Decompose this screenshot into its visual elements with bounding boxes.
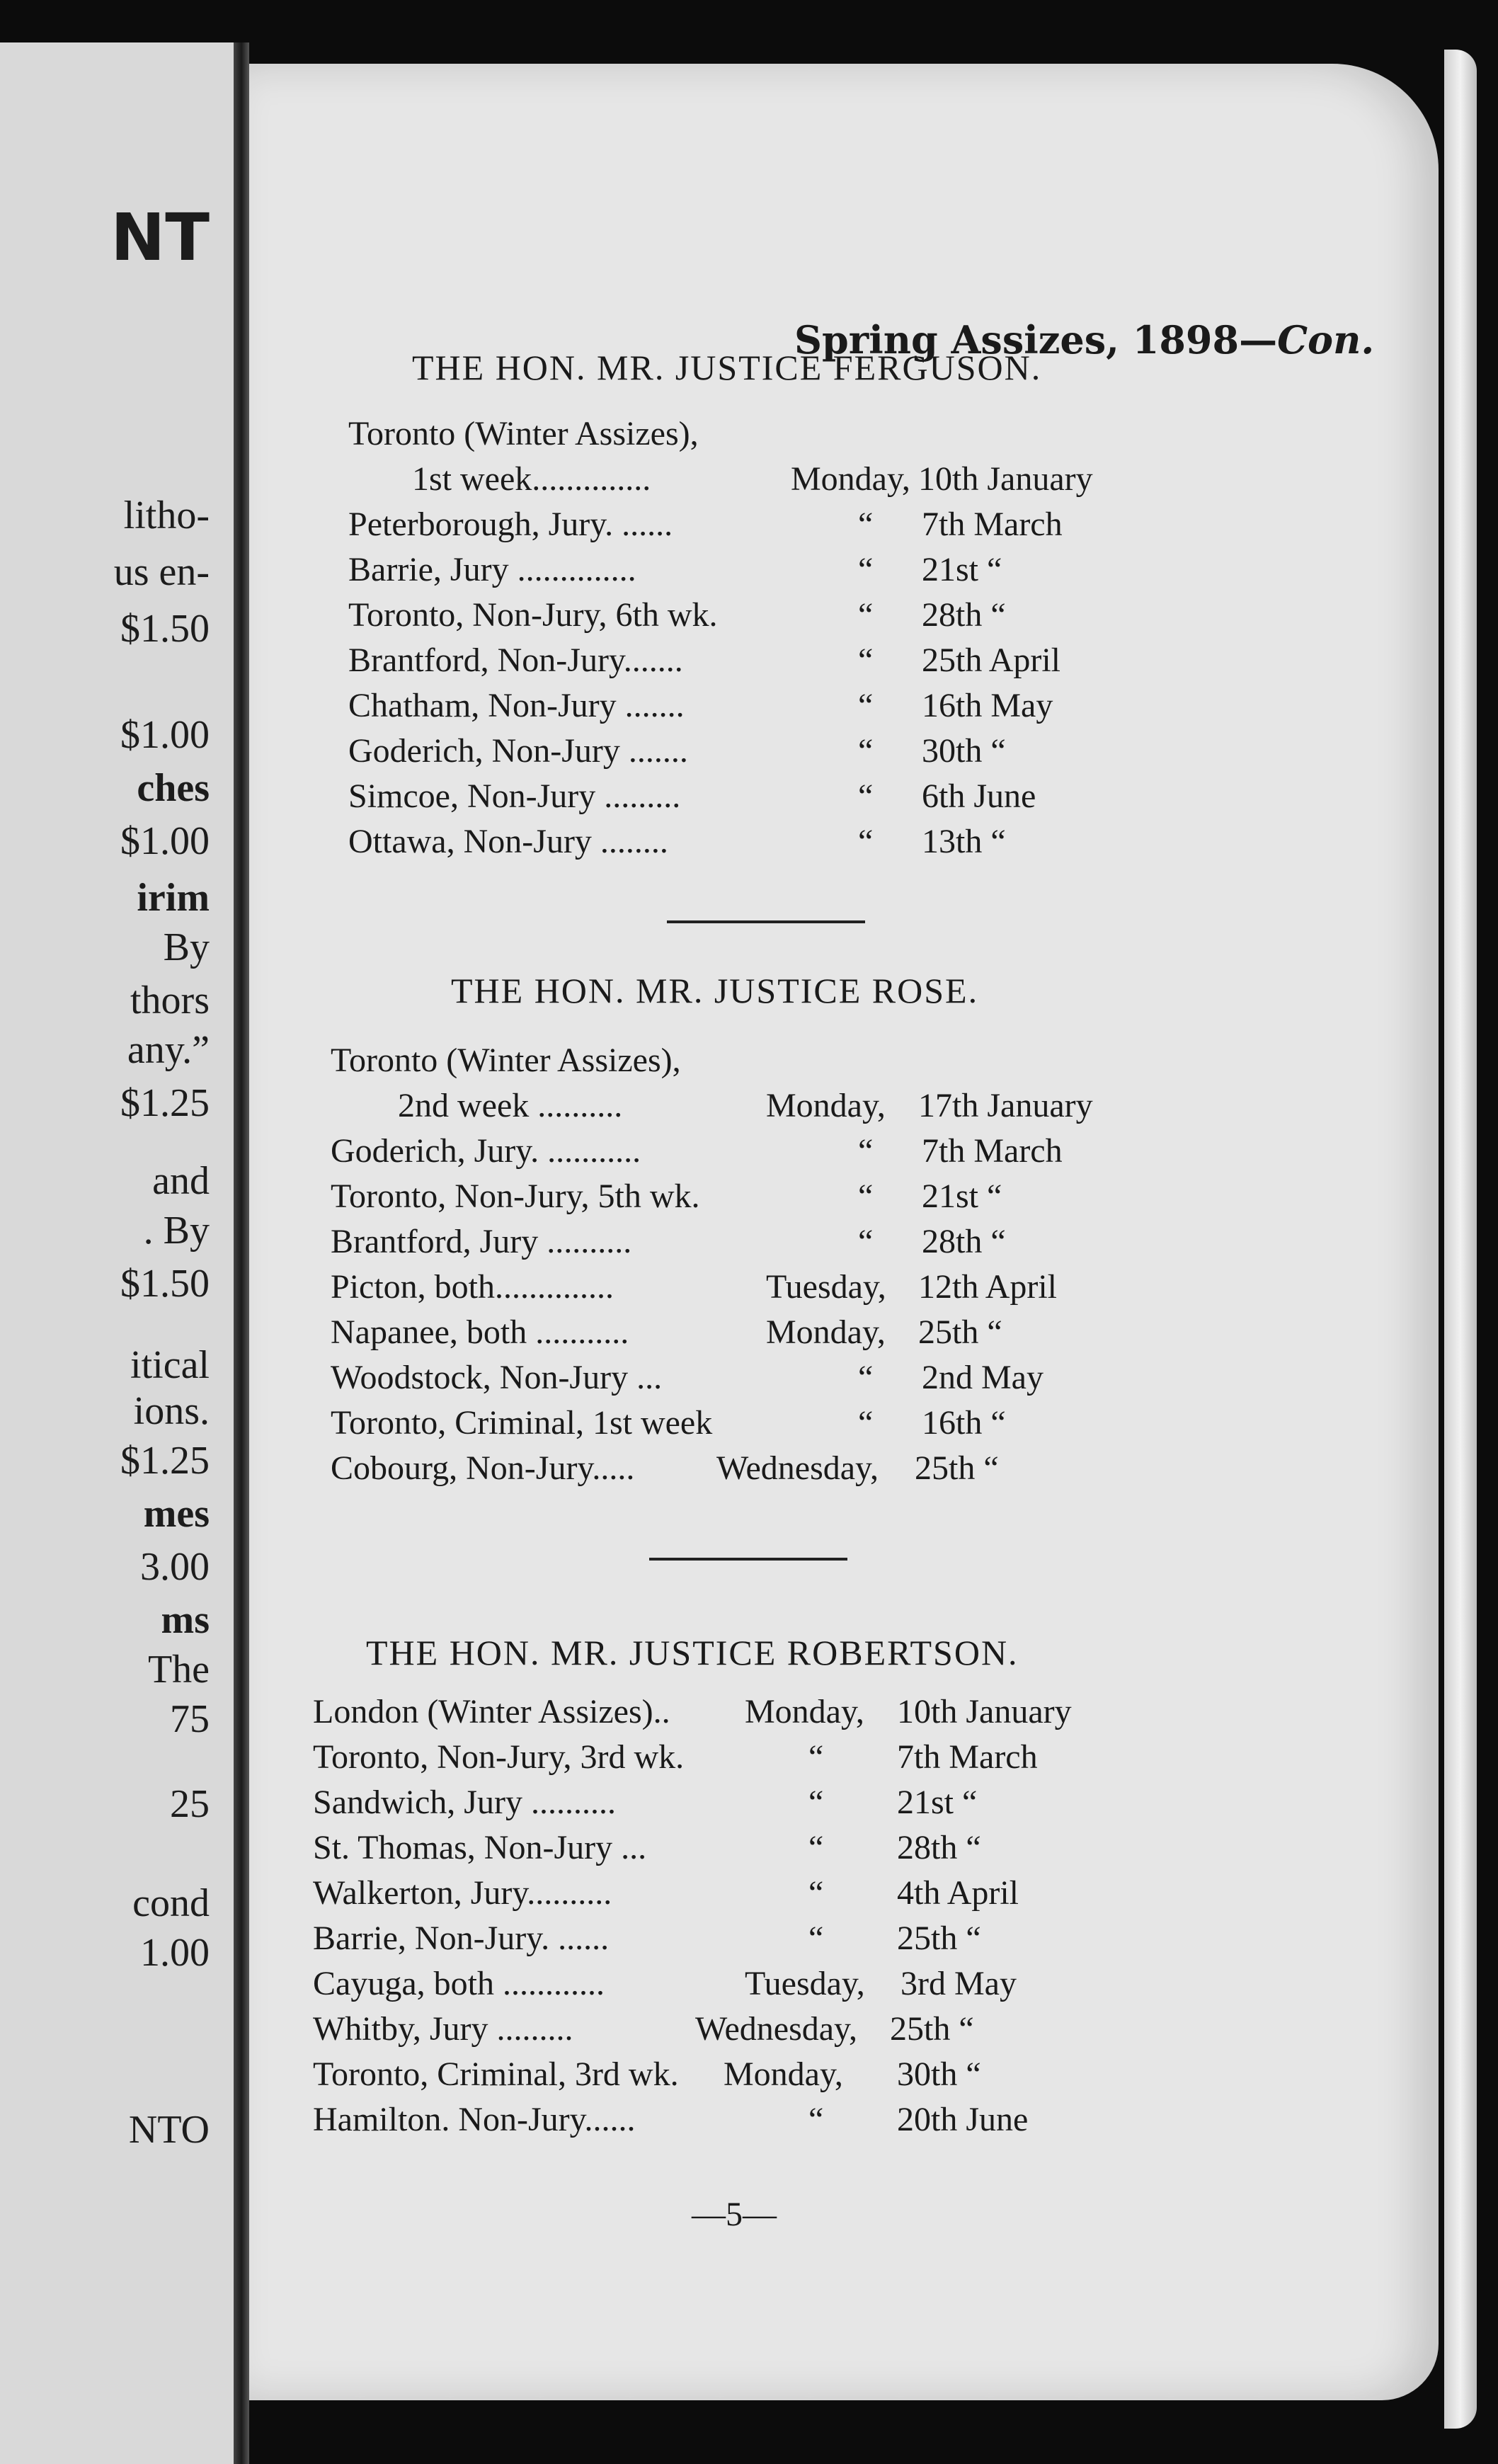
left-page-text-line: 3.00 <box>140 1545 210 1589</box>
row-place: Barrie, Jury .............. <box>348 551 636 588</box>
row-place: Cayuga, both ............ <box>313 1965 605 2002</box>
row-date: 10th January <box>918 460 1093 498</box>
row-date: 16th “ <box>922 1404 1006 1442</box>
left-page-text-line: mes <box>143 1492 210 1536</box>
left-page-text-line: ms <box>161 1598 210 1642</box>
row-place: Picton, both.............. <box>331 1268 614 1306</box>
row-date: 7th March <box>922 506 1063 543</box>
row-day: “ <box>858 641 874 679</box>
left-page-text-line: thors <box>130 979 210 1022</box>
row-place: Ottawa, Non-Jury ........ <box>348 823 668 860</box>
row-place: Toronto, Non-Jury, 5th wk. <box>331 1177 700 1215</box>
left-page-text-line: 75 <box>170 1697 210 1741</box>
row-place: Cobourg, Non-Jury..... <box>331 1449 635 1487</box>
left-page-text-line: and <box>152 1159 210 1203</box>
row-date: 16th May <box>922 687 1053 724</box>
section-divider <box>649 1558 847 1561</box>
row-day: “ <box>808 1874 824 1912</box>
left-page-text-line: irim <box>137 876 210 920</box>
row-day: Monday, <box>766 1087 886 1124</box>
row-day: “ <box>858 1177 874 1215</box>
left-page-text-line: . By <box>143 1209 210 1253</box>
left-page-text-line: NT <box>110 200 210 275</box>
row-place: Chatham, Non-Jury ....... <box>348 687 685 724</box>
left-page-text-line: $1.00 <box>120 713 210 757</box>
row-place: Toronto, Non-Jury, 3rd wk. <box>313 1738 685 1776</box>
left-page-text-line: litho- <box>123 494 210 537</box>
row-day: Monday, <box>766 1313 886 1351</box>
row-date: 2nd May <box>922 1359 1044 1396</box>
row-place: Simcoe, Non-Jury ......... <box>348 777 681 815</box>
row-day: Monday, <box>724 2055 843 2093</box>
row-place: Toronto (Winter Assizes), <box>348 415 699 452</box>
left-page-text-line: $1.00 <box>120 819 210 863</box>
row-place: Toronto, Criminal, 1st week <box>331 1404 713 1442</box>
row-date: 6th June <box>922 777 1036 815</box>
row-date: 17th January <box>918 1087 1093 1124</box>
row-date: 3rd May <box>900 1965 1017 2002</box>
left-page-text-line: NTO <box>128 2108 210 2152</box>
left-page-text-line: $1.50 <box>120 607 210 651</box>
section-divider <box>667 920 865 923</box>
row-place: Whitby, Jury ......... <box>313 2010 573 2048</box>
row-place: Sandwich, Jury .......... <box>313 1784 616 1821</box>
left-page-text-line: $1.50 <box>120 1262 210 1306</box>
row-day: “ <box>858 687 874 724</box>
row-date: 21st “ <box>922 1177 1002 1215</box>
row-place: Toronto, Criminal, 3rd wk. <box>313 2055 679 2093</box>
row-date: 30th “ <box>922 732 1006 770</box>
left-page-text-line: itical <box>130 1343 210 1387</box>
row-place: 1st week.............. <box>412 460 651 498</box>
row-day: “ <box>808 1738 824 1776</box>
row-place: London (Winter Assizes).. <box>313 1693 670 1730</box>
row-day: “ <box>858 596 874 634</box>
left-page-text-line: The <box>147 1648 210 1692</box>
page-edge <box>1444 50 1477 2429</box>
row-day: Monday, <box>791 460 910 498</box>
row-date: 25th April <box>922 641 1061 679</box>
row-day: “ <box>808 1920 824 1957</box>
row-place: Napanee, both ........... <box>331 1313 629 1351</box>
row-date: 12th April <box>918 1268 1058 1306</box>
row-day: “ <box>858 1359 874 1396</box>
row-day: “ <box>858 1223 874 1260</box>
left-page-text-line: ions. <box>133 1389 210 1433</box>
row-date: 7th March <box>897 1738 1038 1776</box>
row-day: Tuesday, <box>766 1268 886 1306</box>
row-day: “ <box>808 1829 824 1866</box>
row-place: Toronto, Non-Jury, 6th wk. <box>348 596 718 634</box>
left-page-text-line: $1.25 <box>120 1439 210 1483</box>
left-page-text-line: cond <box>132 1881 210 1925</box>
row-day: “ <box>808 1784 824 1821</box>
row-date: 21st “ <box>897 1784 978 1821</box>
row-place: Hamilton. Non-Jury...... <box>313 2101 636 2138</box>
row-day: “ <box>808 2101 824 2138</box>
left-page-text-line: $1.25 <box>120 1081 210 1125</box>
row-date: 7th March <box>922 1132 1063 1170</box>
row-day: Monday, <box>745 1693 864 1730</box>
row-day: “ <box>858 551 874 588</box>
row-place: Toronto (Winter Assizes), <box>331 1042 681 1079</box>
row-date: 13th “ <box>922 823 1006 860</box>
row-date: 4th April <box>897 1874 1019 1912</box>
left-page-text-line: 1.00 <box>140 1931 210 1975</box>
section-title: THE HON. MR. JUSTICE ROBERTSON. <box>366 1633 1019 1672</box>
row-day: “ <box>858 732 874 770</box>
row-place: St. Thomas, Non-Jury ... <box>313 1829 647 1866</box>
row-place: Brantford, Non-Jury....... <box>348 641 683 679</box>
row-date: 28th “ <box>922 1223 1006 1260</box>
row-date: 28th “ <box>922 596 1006 634</box>
left-page-text-line: 25 <box>170 1782 210 1826</box>
row-place: Walkerton, Jury.......... <box>313 1874 612 1912</box>
row-date: 10th January <box>897 1693 1072 1730</box>
right-page <box>249 64 1439 2400</box>
left-page-text-line: us en- <box>113 550 210 594</box>
row-date: 25th “ <box>890 2010 974 2048</box>
row-day: “ <box>858 1132 874 1170</box>
row-place: Woodstock, Non-Jury ... <box>331 1359 663 1396</box>
section-title: THE HON. MR. JUSTICE FERGUSON. <box>412 348 1042 387</box>
page-number: —5— <box>692 2196 777 2233</box>
row-day: Wednesday, <box>716 1449 879 1487</box>
row-day: “ <box>858 777 874 815</box>
row-place: 2nd week .......... <box>398 1087 623 1124</box>
row-day: Wednesday, <box>695 2010 857 2048</box>
row-day: “ <box>858 823 874 860</box>
row-day: “ <box>858 1404 874 1442</box>
book-gutter <box>234 42 249 2464</box>
row-date: 25th “ <box>915 1449 999 1487</box>
row-place: Brantford, Jury .......... <box>331 1223 632 1260</box>
running-head-title: Spring Assizes, 1898— <box>794 317 1278 363</box>
running-head-suffix: Con. <box>1277 317 1375 363</box>
left-page-text-line: ches <box>137 766 210 810</box>
row-place: Goderich, Jury. ........... <box>331 1132 641 1170</box>
left-page-text-line: By <box>163 925 210 969</box>
row-date: 20th June <box>897 2101 1029 2138</box>
left-page-text-line: any.” <box>127 1028 210 1072</box>
row-date: 25th “ <box>918 1313 1002 1351</box>
row-day: “ <box>858 506 874 543</box>
row-place: Goderich, Non-Jury ....... <box>348 732 688 770</box>
left-page-fragment <box>0 42 234 2464</box>
row-date: 28th “ <box>897 1829 981 1866</box>
row-date: 30th “ <box>897 2055 981 2093</box>
row-date: 25th “ <box>897 1920 981 1957</box>
row-day: Tuesday, <box>745 1965 865 2002</box>
row-place: Barrie, Non-Jury. ...... <box>313 1920 610 1957</box>
row-place: Peterborough, Jury. ...... <box>348 506 673 543</box>
row-date: 21st “ <box>922 551 1002 588</box>
section-title: THE HON. MR. JUSTICE ROSE. <box>451 971 979 1010</box>
